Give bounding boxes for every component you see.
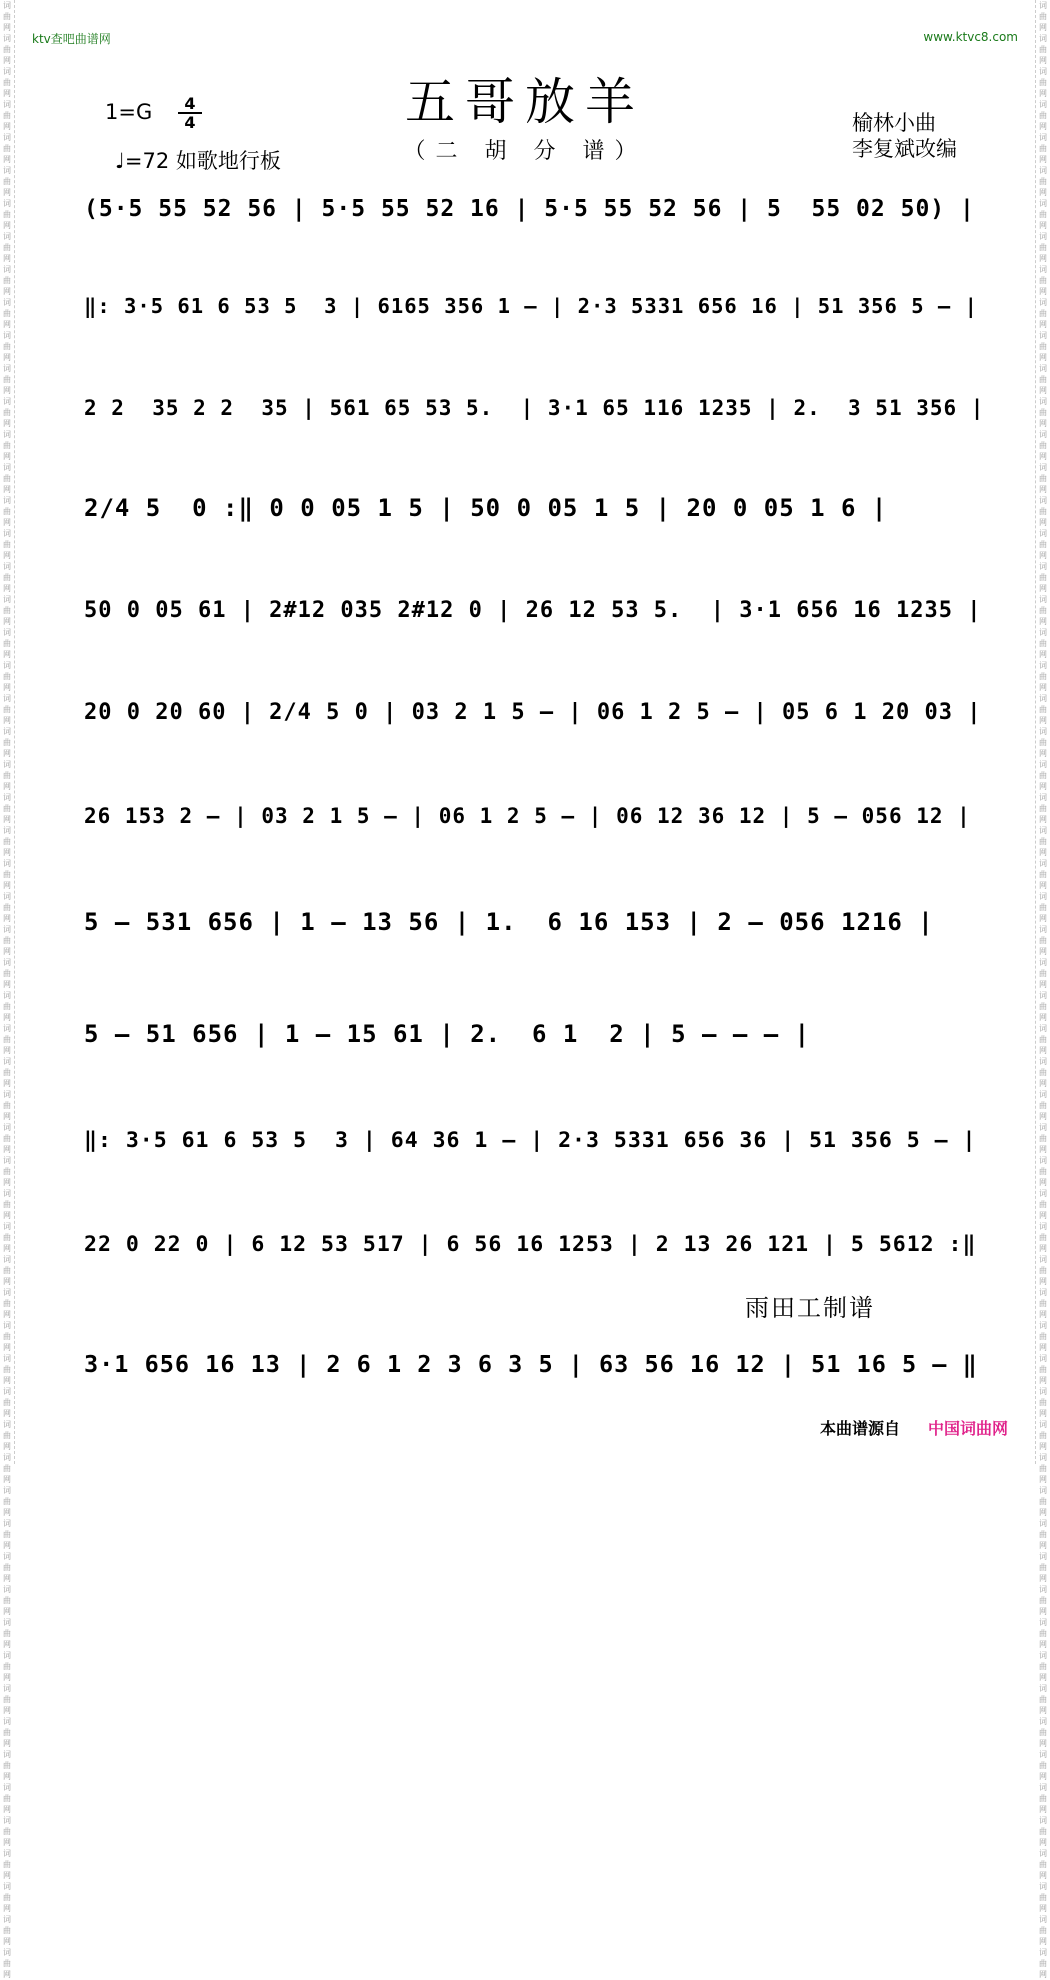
notation-line: 50 0 05 61 | 2#12 035 2#12 0 | 26 12 53 5. | 3·1 656 16 1235 | — [84, 598, 982, 623]
source-site-link[interactable]: 中国词曲网 — [928, 1419, 1009, 1438]
score-system — [80, 1220, 990, 1292]
score-system — [80, 792, 990, 864]
notation-line: ‖: 3·5 61 6 53 5 3 | 64 36 1 – | 2·3 5331 656 36 | 51 356 5 – | — [84, 1128, 977, 1153]
composer-info — [852, 110, 957, 162]
source-label: 本曲谱源自 — [820, 1419, 901, 1438]
page-title: 五哥放羊 — [405, 73, 645, 131]
time-signature-top: 4 — [184, 94, 196, 113]
composer-arranger: 李复斌改编 — [852, 137, 957, 161]
notation-line: 2/4 5 0 :‖ 0 0 05 1 5 | 50 0 05 1 5 | 20 0 05 1 6 | — [84, 494, 888, 522]
score-system — [80, 384, 990, 456]
score-system — [80, 896, 990, 968]
notation-line: 3·1 656 16 13 | 2 6 1 2 3 6 3 5 | 63 56 16 12 | 51 16 5 – ‖ — [84, 1350, 978, 1378]
score-system — [80, 184, 990, 256]
score-system — [80, 1338, 990, 1410]
notation-line: ‖: 3·5 61 6 53 5 3 | 6165 356 1 – | 2·3 5331 656 16 | 51 356 5 – | — [84, 294, 978, 318]
transcriber-credit: 雨田工制谱 — [745, 1294, 875, 1322]
key-signature: 1=G — [105, 100, 153, 124]
page-subtitle: （二 胡 分 谱） — [403, 139, 647, 164]
site-watermark-right: www.ktvc8.com — [923, 30, 1018, 44]
notation-line: 26 153 2 – | 03 2 1 5 – | 06 1 2 5 – | 06 12 36 12 | 5 – 056 12 | — [84, 804, 971, 828]
notation-line: 5 – 51 656 | 1 – 15 61 | 2. 6 1 2 | 5 – – – | — [84, 1020, 811, 1048]
score-system — [80, 688, 990, 760]
notation-line: 20 0 20 60 | 2/4 5 0 | 03 2 1 5 – | 06 1 2 5 – | 05 6 1 20 03 | — [84, 700, 982, 725]
left-margin-watermark: 词曲网 词曲网 词曲网 词曲网 词曲网 词曲网 词曲网 词曲网 词曲网 词曲网 词曲网 词曲网 词曲网 词曲网 词曲网 词曲网 词曲网 词曲网 词曲网 词曲网 词曲网 词曲网 词曲网 词曲网 词曲网 词曲网 词曲网 词曲网 词曲网 词曲网 词曲网 词曲网 词曲网 词曲网 词曲网 词曲网 词曲网 词曲网 词曲网 词曲网 词曲网 词曲网 词曲网 词曲网 词曲网 词曲网 词曲网 词曲网 词曲网 词曲网 词曲网 词曲网 词曲网 词曲网 词曲网 词曲网 词曲网 词曲网 词曲网 词曲网 — [0, 0, 15, 1464]
notation-line: (5·5 55 52 56 | 5·5 55 52 16 | 5·5 55 52 56 | 5 55 02 50) | — [84, 196, 975, 222]
site-watermark-left: ktv查吧曲谱网 — [32, 32, 111, 46]
notation-line: 2 2 35 2 2 35 | 561 65 53 5. | 3·1 65 116 1235 | 2. 3 51 356 | — [84, 396, 985, 420]
tempo-marking: ♩=72 如歌地行板 — [115, 149, 281, 173]
notation-line: 22 0 22 0 | 6 12 53 517 | 6 56 16 1253 | 2 13 26 121 | 5 5612 :‖ — [84, 1232, 977, 1257]
score-system — [80, 1008, 990, 1080]
time-signature — [178, 96, 202, 130]
right-margin-watermark: 词曲网 词曲网 词曲网 词曲网 词曲网 词曲网 词曲网 词曲网 词曲网 词曲网 词曲网 词曲网 词曲网 词曲网 词曲网 词曲网 词曲网 词曲网 词曲网 词曲网 词曲网 词曲网 词曲网 词曲网 词曲网 词曲网 词曲网 词曲网 词曲网 词曲网 词曲网 词曲网 词曲网 词曲网 词曲网 词曲网 词曲网 词曲网 词曲网 词曲网 词曲网 词曲网 词曲网 词曲网 词曲网 词曲网 词曲网 词曲网 词曲网 词曲网 词曲网 词曲网 词曲网 词曲网 词曲网 词曲网 词曲网 词曲网 词曲网 词曲网 — [1035, 0, 1050, 1464]
composer-origin: 榆林小曲 — [852, 111, 936, 135]
score-system — [80, 482, 990, 554]
time-signature-bottom: 4 — [184, 113, 196, 132]
notation-line: 5 – 531 656 | 1 – 13 56 | 1. 6 16 153 | 2 – 056 1216 | — [84, 908, 934, 936]
score-system — [80, 1116, 990, 1188]
score-system — [80, 282, 990, 354]
score-system — [80, 586, 990, 658]
